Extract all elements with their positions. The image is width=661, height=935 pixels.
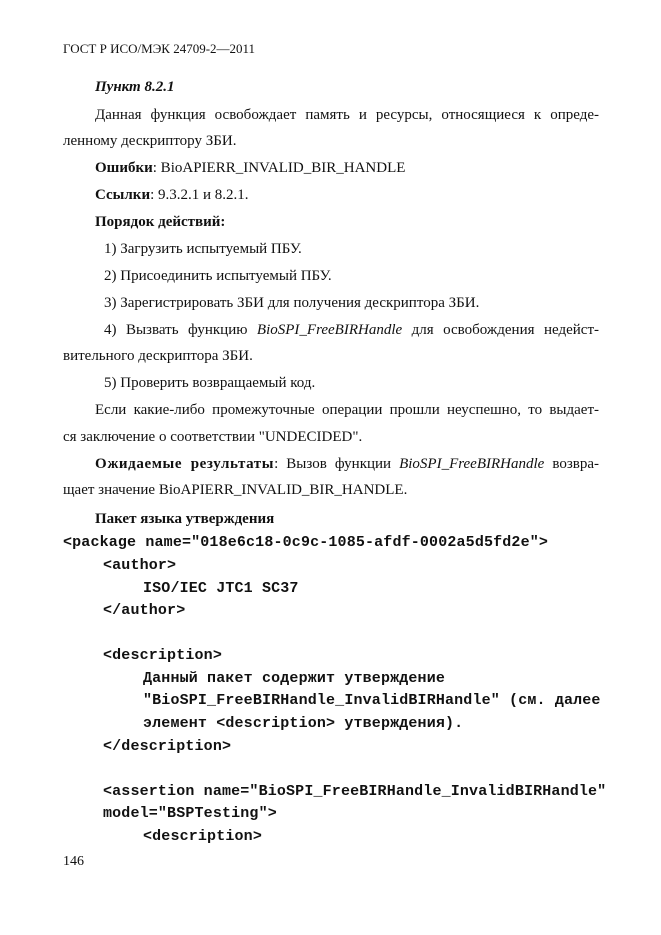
package-heading: Пакет языка утверждения: [95, 511, 275, 527]
references-value: : 9.3.2.1 и 8.2.1.: [150, 187, 249, 203]
code-line-3: ISO/IEC JTC1 SC37: [143, 580, 299, 597]
description-line-2: ленному дескриптору ЗБИ.: [63, 133, 237, 149]
expected-results-label: Ожидаемые результаты: [95, 456, 275, 472]
note-line-1: Если какие-либо промежуточные операции прошли неуспешно, то выдает-: [95, 402, 599, 418]
procedure-step-4: [104, 321, 599, 339]
code-line-9: </description>: [103, 738, 232, 755]
expected-results-line-2: щает значение BioAPIERR_INVALID_BIR_HANDLE.: [63, 482, 408, 498]
code-line-1: <package name="018e6c18-0c9c-1085-afdf-0002a5d5fd2e">: [63, 534, 549, 551]
step-4-suffix: для освобождения недейст-: [402, 322, 599, 338]
references-line: [95, 186, 249, 204]
procedure-step-2: 2) Присоединить испытуемый ПБУ.: [104, 268, 332, 284]
code-line-8: элемент <description> утверждения).: [143, 715, 464, 732]
step-4-prefix: 4) Вызвать функцию: [104, 322, 257, 338]
code-line-12: <description>: [143, 828, 262, 845]
code-line-2: <author>: [103, 557, 177, 574]
section-title: Пункт 8.2.1: [95, 79, 175, 95]
note-line-2: ся заключение о соответствии "UNDECIDED".: [63, 429, 363, 445]
procedure-step-3: 3) Зарегистрировать ЗБИ для получения дескриптора ЗБИ.: [104, 295, 480, 311]
step-4-function: BioSPI_FreeBIRHandle: [256, 322, 403, 338]
procedure-step-4-continuation: вительного дескриптора ЗБИ.: [63, 348, 253, 364]
references-label: Ссылки: [95, 187, 151, 203]
page-number: 146: [63, 854, 84, 869]
expected-results-function: BioSPI_FreeBIRHandle: [399, 456, 545, 472]
procedure-title: Порядок действий:: [95, 214, 226, 230]
errors-label: Ошибки: [95, 160, 153, 176]
procedure-step-1: 1) Загрузить испытуемый ПБУ.: [104, 241, 302, 257]
errors-value: : BioAPIERR_INVALID_BIR_HANDLE: [152, 160, 406, 176]
description-line-1: Данная функция освобождает память и ресурсы, относящиеся к опреде-: [95, 107, 599, 123]
code-line-10: <assertion name="BioSPI_FreeBIRHandle_InvalidBIRHandle": [103, 783, 607, 800]
code-line-6: Данный пакет содержит утверждение: [143, 670, 445, 687]
code-line-4: </author>: [103, 602, 186, 619]
document-header: ГОСТ Р ИСО/МЭК 24709-2—2011: [63, 41, 256, 56]
code-line-5: <description>: [103, 647, 222, 664]
code-line-11: model="BSPTesting">: [103, 805, 277, 822]
expected-results-line-1: [95, 455, 599, 473]
expected-results-suffix: возвра-: [544, 456, 599, 472]
errors-line: [95, 159, 405, 177]
code-line-7: "BioSPI_FreeBIRHandle_InvalidBIRHandle" (см. далее: [143, 692, 601, 709]
procedure-step-5: 5) Проверить возвращаемый код.: [104, 375, 316, 391]
expected-results-prefix: : Вызов функции: [274, 456, 400, 472]
